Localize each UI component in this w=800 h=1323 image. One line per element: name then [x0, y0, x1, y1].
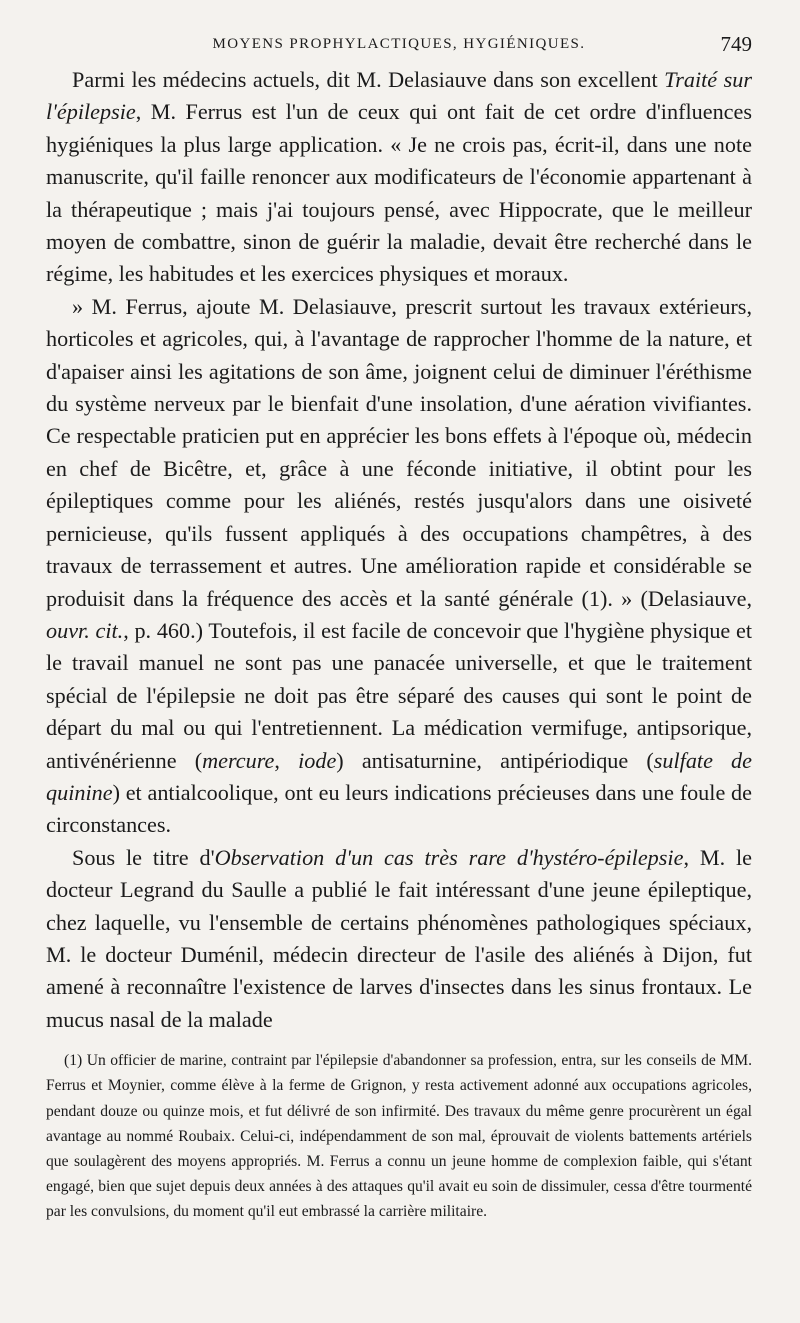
page-number: 749 — [720, 32, 752, 56]
footnotes — [46, 1048, 752, 1224]
footnote-1: (1) Un officier de marine, contraint par l'épilepsie d'abandonner sa profession, entra, sur les conseils de MM. Ferrus et Moynier, comme élève à la ferme de Grignon, y resta activement adonné aux occupations agricoles, pendant douze ou quinze mois, et fut délivré de son infirmité. Des travaux du même genre procurèrent un égal avantage au nommé Roubaix. Celui-ci, indépendamment de son mal, éprouvait de violents battements artériels que soulagèrent des moyens appropriés. M. Ferrus a connu un jeune homme de complexion faible, qui s'étant engagé, bien que sujet depuis deux années à des attaques qu'il avait eu soin de dissimuler, cessa d'être tourmenté par les convulsions, du moment qu'il eut embrassé la carrière militaire. — [46, 1052, 752, 1221]
italic-citation: ouvr. cit. — [46, 617, 124, 643]
italic-title: Observation d'un cas très rare d'hystéro-épilepsie — [214, 844, 684, 870]
italic-term: sulfate de quinine — [46, 747, 753, 805]
italic-term: iode — [298, 747, 337, 773]
text-segment: , — [274, 747, 299, 773]
running-title: MOYENS PROPHYLACTIQUES, HYGIÉNIQUES. — [212, 36, 586, 52]
italic-term: mercure — [202, 747, 275, 773]
text-segment: Sous le titre d' — [72, 844, 215, 870]
text-segment: , p. 460.) Toutefois, il est facile de concevoir que l'hygiène physique et le travail manuel ne sont pas une panacée universelle, et que le traitement spécial de l'épilepsie ne doit pas être séparé des causes qui sont le point de départ du mal ou qui l'entretiennent. La médication vermifuge, antipsorique, antivénérienne ( — [46, 617, 753, 773]
paragraph-1 — [46, 64, 752, 291]
text-segment: , M. Ferrus est l'un de ceux qui ont fait de cet ordre d'influences hygiéniques la plus large application. « Je ne crois pas, écrit-il, dans une note manuscrite, qu'il faille renoncer aux modificateurs de l'économie appartenant à la thérapeutique ; mais j'ai toujours pensé, avec Hippocrate, que le meilleur moyen de combattre, sinon de guérir la maladie, devait être recherché dans le régime, les habitudes et les exercices physiques et moraux. — [46, 99, 752, 287]
text-segment: ) antisaturnine, antipériodique ( — [336, 747, 654, 773]
main-text — [46, 64, 752, 1036]
running-header — [46, 30, 752, 64]
paragraph-2 — [46, 291, 752, 842]
italic-title: Traité sur l'épilepsie — [46, 67, 752, 125]
text-segment: » M. Ferrus, ajoute M. Delasiauve, prescrit surtout les travaux extérieurs, horticoles et agricoles, qui, à l'avantage de rapprocher l'homme de la nature, et d'apaiser ainsi les agitations de son âme, joignent celui de diminuer l'éréthisme du système nerveux par le bienfait d'une insolation, d'une aération vivifiantes. Ce respectable praticien put en apprécier les bons effets à l'époque où, médecin en chef de Bicêtre, et, grâce à une féconde initiative, il obtint pour les épileptiques comme pour les aliénés, restés jusqu'alors dans une oisiveté pernicieuse, qu'ils fussent appliqués à des occupations champêtres, à des travaux de terrassement et autres. Une amélioration rapide et considérable se produisit dans la fréquence des accès et la santé générale (1). » (Delasiauve, — [46, 293, 752, 611]
text-segment: Parmi les médecins actuels, dit M. Delasiauve dans son excellent — [72, 67, 665, 92]
text-segment: , M. le docteur Legrand du Saulle a publié le fait intéressant d'une jeune épileptique, chez laquelle, vu l'ensemble de certains phénomènes pathologiques spéciaux, M. le docteur Duménil, médecin directeur de l'asile des aliénés à Dijon, fut amené à reconnaître l'existence de larves d'insectes dans les sinus frontaux. Le mucus nasal de la malade — [46, 844, 752, 1032]
text-segment: ) et antialcoolique, ont eu leurs indications précieuses dans une foule de circonstances. — [46, 779, 752, 838]
paragraph-3 — [46, 842, 752, 1036]
